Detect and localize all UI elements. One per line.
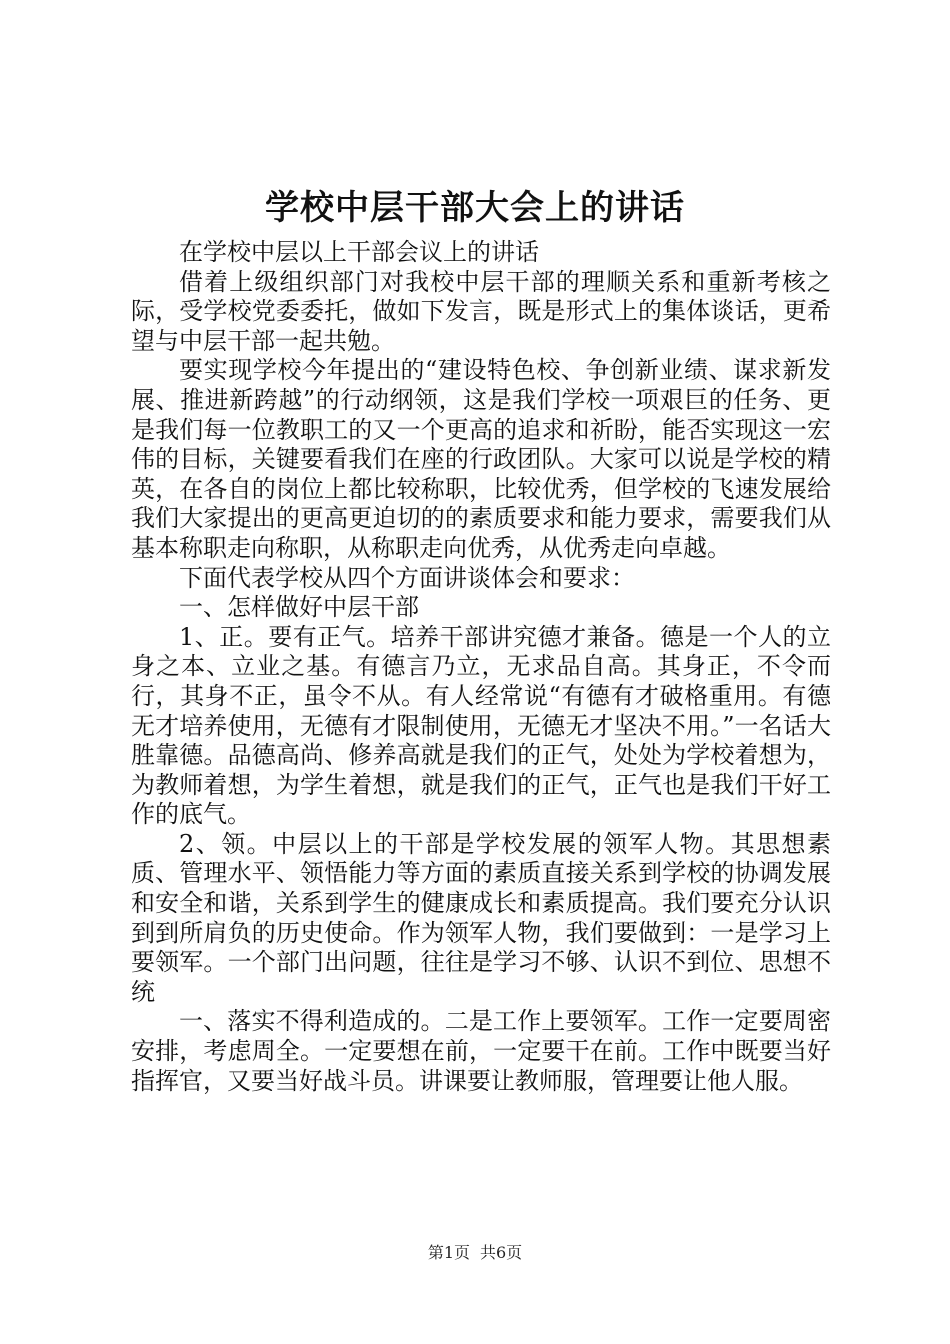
- page-footer: [0, 1243, 950, 1263]
- page-total: 共6页: [480, 1243, 523, 1262]
- document-title: 学校中层干部大会上的讲话: [265, 188, 685, 228]
- paragraph: 一、落实不得利造成的。二是工作上要领军。工作一定要周密安排，考虑周全。一定要想在前，一定要干在前。工作中既要当好指挥官，又要当好战斗员。讲课要让教师服，管理要让他人服。: [131, 1007, 831, 1095]
- paragraph: 在学校中层以上干部会议上的讲话: [179, 238, 539, 266]
- paragraph: 借着上级组织部门对我校中层干部的理顺关系和重新考核之际，受学校党委委托，做如下发言，既是形式上的集体谈话，更希望与中层干部一起共勉。: [131, 267, 831, 355]
- page-number: 第1页: [427, 1243, 470, 1262]
- paragraph: 下面代表学校从四个方面讲谈体会和要求：: [179, 563, 635, 592]
- paragraph: 1、正。要有正气。培养干部讲究德才兼备。德是一个人的立身之本、立业之基。有德言乃立，无求品自高。其身正，不令而行，其身不正，虽令不从。有人经常说“有德有才破格重用。有德无才培养使用，无德有才限制使用，无德无才坚决不用。”一名话大胜靠德。品德高尚、修养高就是我们的正气，处处为学校着想为，为教师着想，为学生着想，就是我们的正气，正气也是我们干好工作的底气。: [131, 622, 831, 829]
- paragraph: 2、领。中层以上的干部是学校发展的领军人物。其思想素质、管理水平、领悟能力等方面的素质直接关系到学校的协调发展和安全和谐，关系到学生的健康成长和素质提高。我们要充分认识到到所肩负的历史使命。作为领军人物，我们要做到：一是学习上要领军。一个部门出问题，往往是学习不够、认识不到位、思想不统: [131, 829, 831, 1006]
- paragraph: 要实现学校今年提出的“建设特色校、争创新业绩、谋求新发展、推进新跨越”的行动纲领，这是我们学校一项艰巨的任务、更是我们每一位教职工的又一个更高的追求和祈盼，能否实现这一宏伟的目标，关键要看我们在座的行政团队。大家可以说是学校的精英，在各自的岗位上都比较称职，比较优秀，但学校的飞速发展给我们大家提出的更高更迫切的的素质要求和能力要求，需要我们从基本称职走向称职，从称职走向优秀，从优秀走向卓越。: [131, 356, 831, 562]
- document-body: [131, 238, 831, 1096]
- section-heading: 一、怎样做好中层干部: [179, 593, 419, 622]
